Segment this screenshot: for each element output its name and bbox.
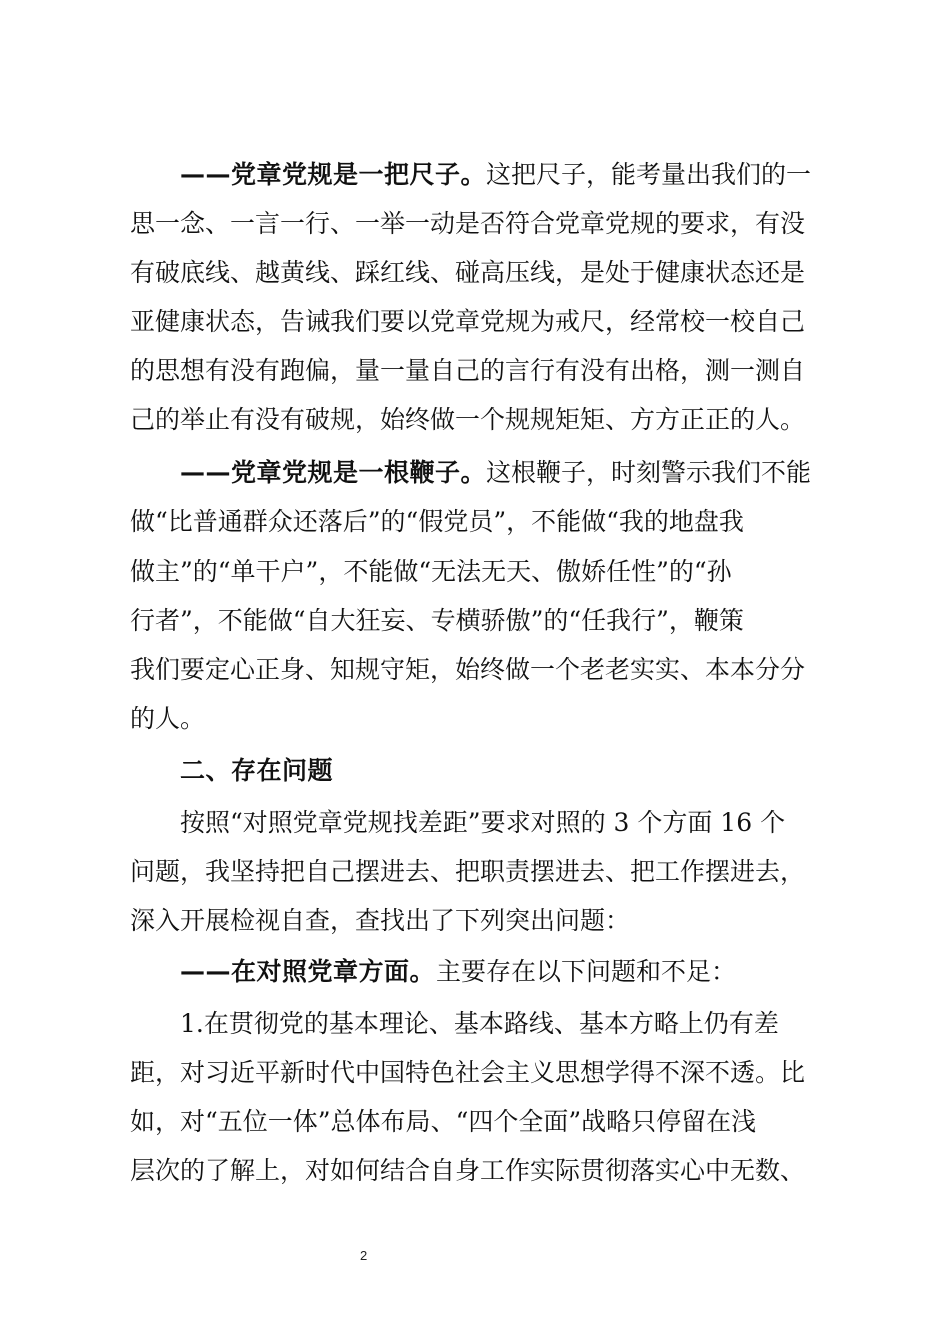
whip-lead-text: 这根鞭子，时刻警示我们不能 [486, 458, 812, 487]
section-heading [0, 751, 950, 791]
text-line: 距，对习近平新时代中国特色社会主义思想学得不深不透。比 [130, 1058, 806, 1087]
item-1-line-2 [0, 1053, 950, 1093]
subheading-party-constitution [0, 952, 950, 992]
item-1-line-4 [0, 1151, 950, 1191]
paragraph-whip-line-4 [0, 601, 950, 641]
text-line: 问题，我坚持把自己摆进去、把职责摆进去、把工作摆进去， [130, 857, 806, 886]
paragraph-ruler-line-6 [0, 400, 950, 440]
paragraph-whip-line-5 [0, 650, 950, 690]
whip-lead-bold: ——党章党规是一根鞭子。 [180, 458, 487, 487]
text-line: 亚健康状态，告诫我们要以党章党规为戒尺，经常校一校自己 [130, 307, 806, 336]
text-line: 行者”，不能做“自大狂妄、专横骄傲”的“任我行”，鞭策 [130, 606, 744, 635]
paragraph-ruler-line-1 [0, 155, 950, 195]
text-line: 如，对“五位一体”总体布局、“四个全面”战略只停留在浅 [130, 1107, 757, 1136]
text-line: 做主”的“单干户”，不能做“无法无天、傲娇任性”的“孙 [130, 557, 732, 586]
item-1-line-1 [0, 1004, 950, 1044]
ruler-lead-text: 这把尺子，能考量出我们的一 [486, 160, 812, 189]
paragraph-ruler-line-3 [0, 253, 950, 293]
text-line: 思一念、一言一行、一举一动是否符合党章党规的要求，有没 [130, 209, 806, 238]
ruler-lead-bold: ——党章党规是一把尺子。 [180, 160, 487, 189]
intro-line-3 [0, 901, 950, 941]
text-line: 的人。 [130, 704, 206, 733]
text-line: 层次的了解上，对如何结合自身工作实际贯彻落实心中无数、 [130, 1156, 806, 1185]
paragraph-whip-line-1 [0, 453, 950, 493]
paragraph-ruler-line-2 [0, 204, 950, 244]
text-line: 我们要定心正身、知规守矩，始终做一个老老实实、本本分分 [130, 655, 806, 684]
paragraph-ruler-line-5 [0, 351, 950, 391]
text-line: 有破底线、越黄线、踩红线、碰高压线，是处于健康状态还是 [130, 258, 806, 287]
page-number: 2 [360, 1248, 368, 1263]
text-line: 的思想有没有跑偏，量一量自己的言行有没有出格，测一测自 [130, 356, 806, 385]
item-1-line-3 [0, 1102, 950, 1142]
text-line: 做“比普通群众还落后”的“假党员”，不能做“我的地盘我 [130, 507, 744, 536]
subheading-text: 主要存在以下问题和不足： [436, 957, 737, 986]
text-line: 按照“对照党章党规找差距”要求对照的 3 个方面 16 个 [180, 808, 786, 837]
intro-line-2 [0, 852, 950, 892]
intro-line-1 [0, 803, 950, 843]
section-heading-text: 二、存在问题 [180, 756, 334, 785]
paragraph-whip-line-3 [0, 552, 950, 592]
subheading-bold: ——在对照党章方面。 [180, 957, 436, 986]
paragraph-whip-line-6 [0, 699, 950, 739]
text-line: 深入开展检视自查，查找出了下列突出问题： [130, 906, 631, 935]
paragraph-whip-line-2 [0, 502, 950, 542]
paragraph-ruler-line-4 [0, 302, 950, 342]
text-line: 己的举止有没有破规，始终做一个规规矩矩、方方正正的人。 [130, 405, 806, 434]
text-line: 1.在贯彻党的基本理论、基本路线、基本方略上仍有差 [180, 1009, 779, 1038]
